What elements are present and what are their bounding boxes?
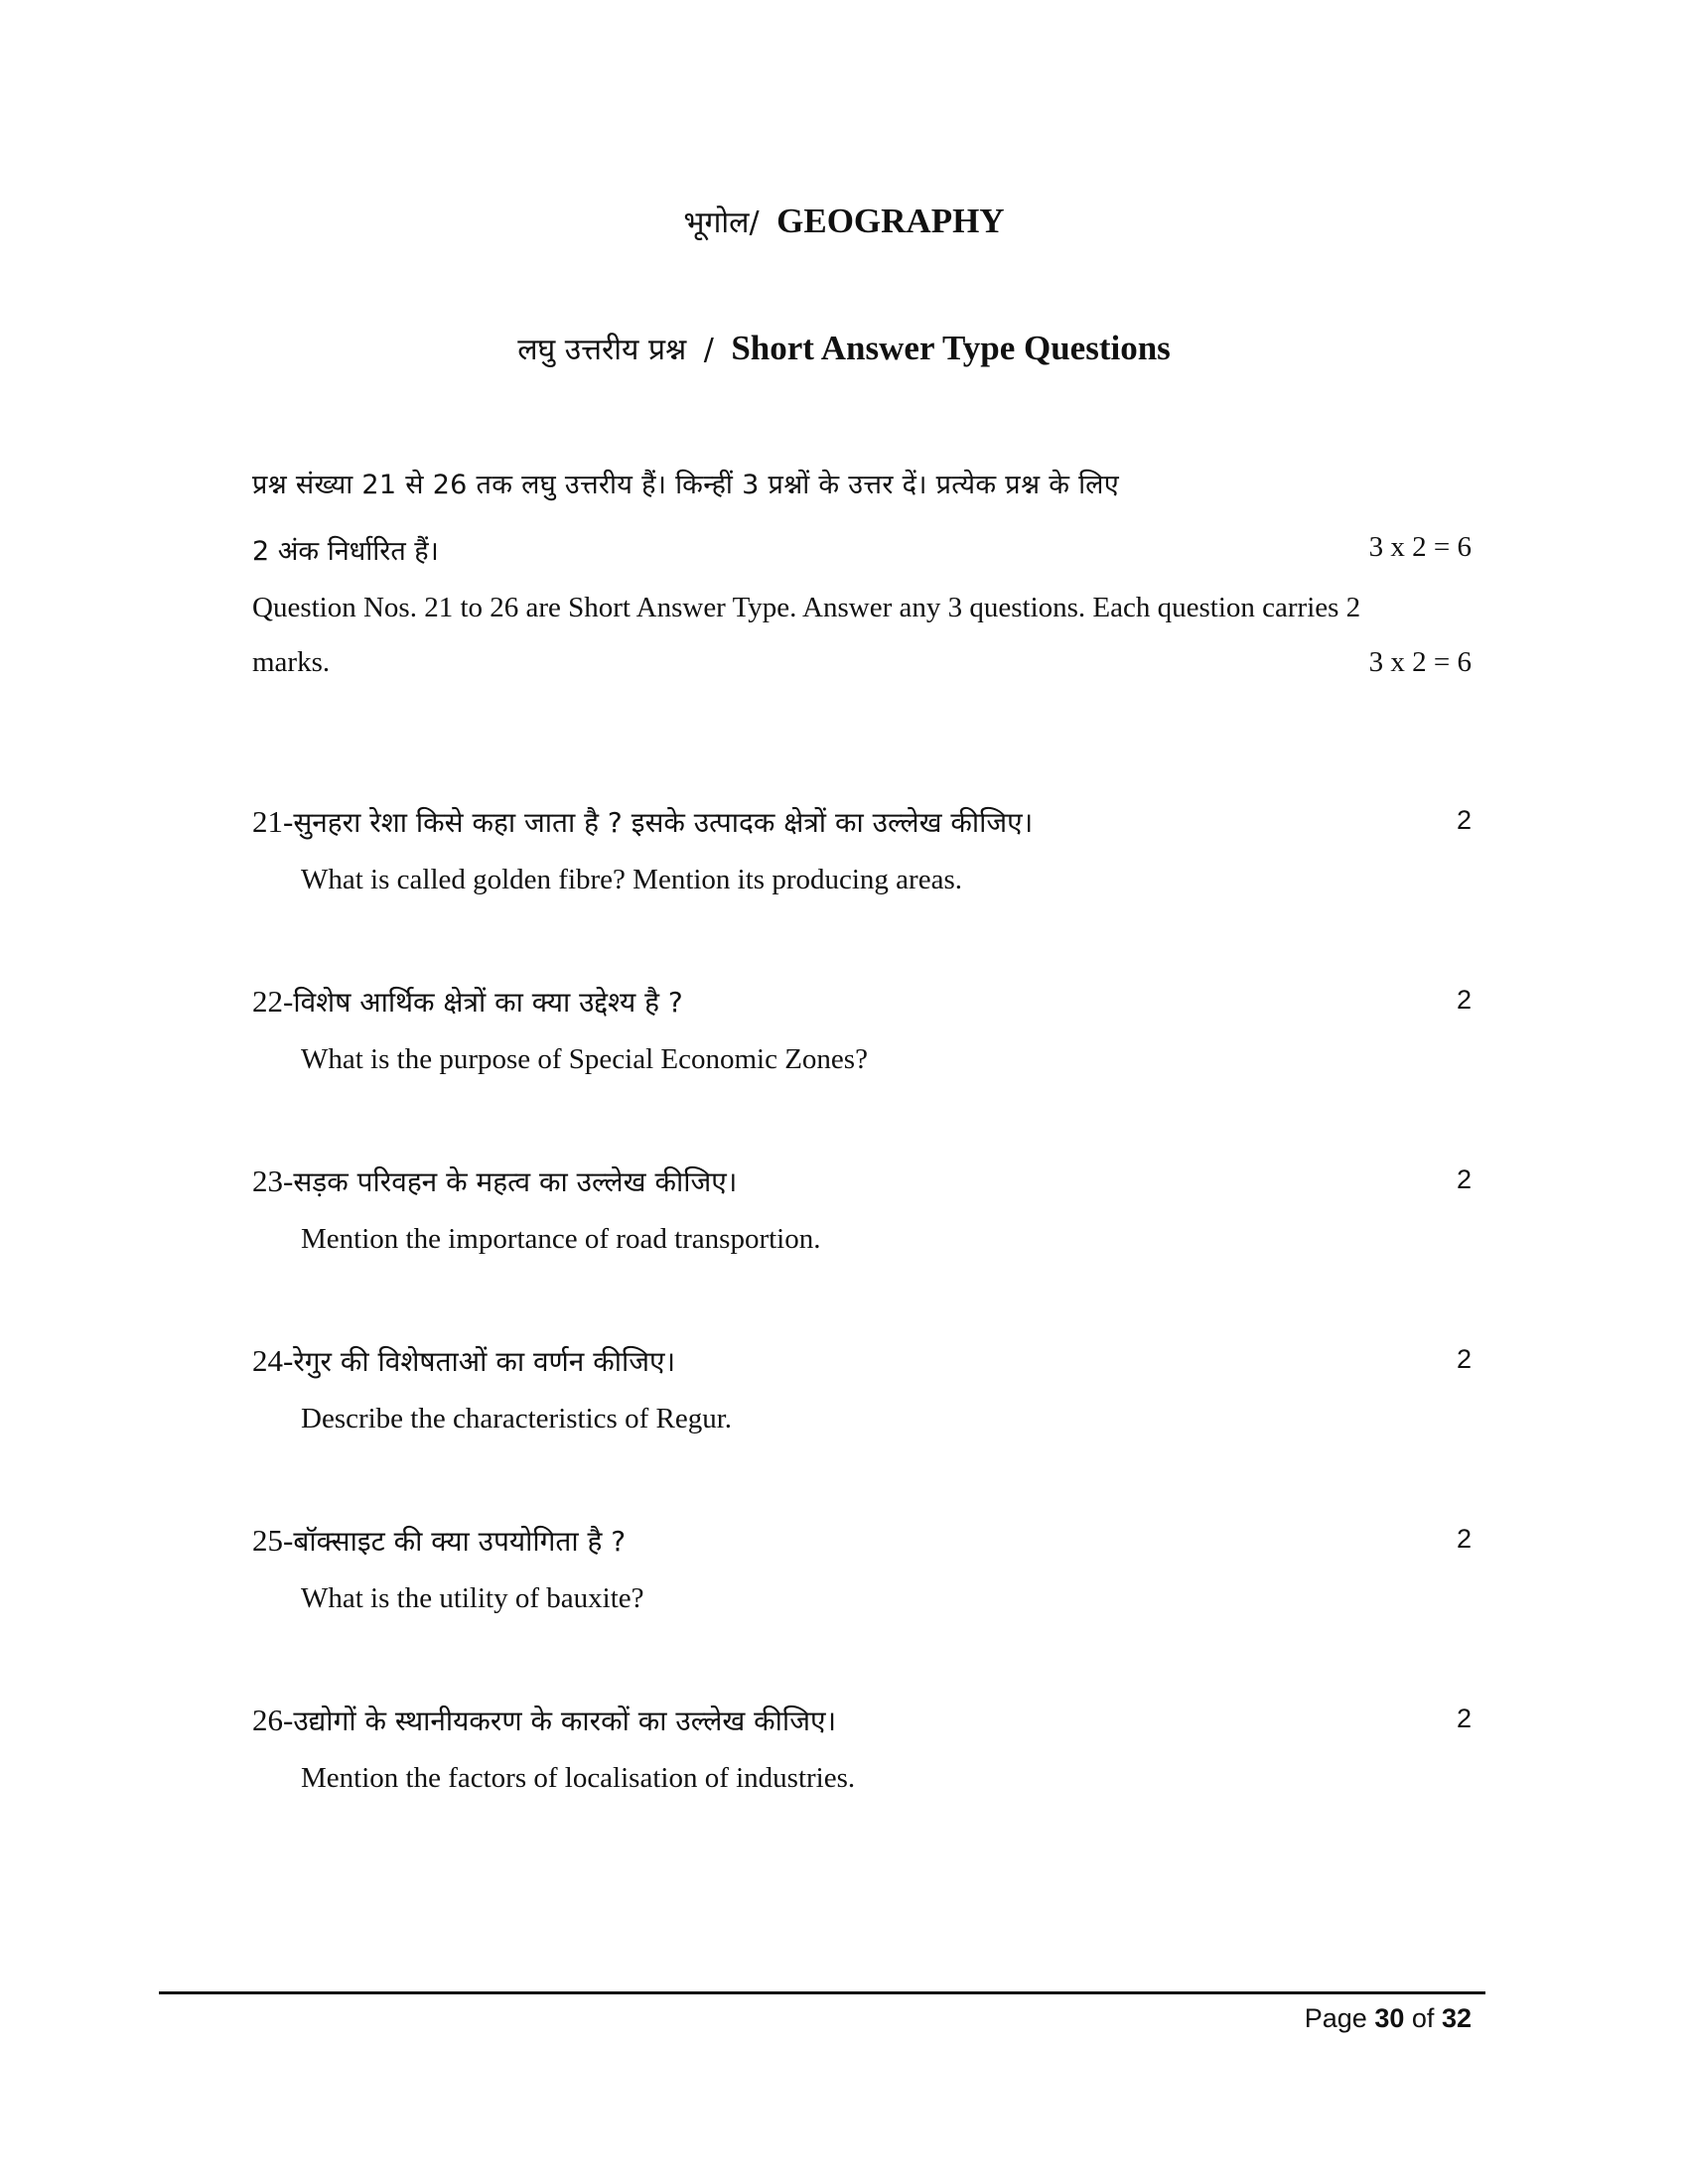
subtitle-hindi: लघु उत्तरीय प्रश्न [517,333,687,367]
title-hindi: भूगोल [683,205,750,240]
question-marks: 2 [1456,1704,1472,1733]
instruction-english-line2 [252,646,1472,679]
question-marks: 2 [1456,805,1472,835]
subtitle-separator: / [703,333,714,367]
question-item [252,1162,1472,1255]
page-current: 30 [1374,2003,1405,2033]
question-hindi: बॉक्साइट की क्या उपयोगिता है ? [293,1525,627,1558]
page-of: of [1411,2003,1435,2033]
section-subtitle [0,328,1688,368]
question-english: Mention the importance of road transportion. [301,1223,821,1255]
instruction-hindi-marks: 3 x 2 = 6 [1368,531,1472,563]
instruction-hindi-line2 [252,531,1472,568]
question-marks: 2 [1456,985,1472,1015]
question-english: Mention the factors of localisation of industries. [301,1762,856,1794]
question-marks: 2 [1456,1164,1472,1194]
instruction-hindi-text: 2 अंक निर्धारित हैं। [252,536,439,567]
title-english: GEOGRAPHY [776,202,1005,240]
page-label: Page [1304,2003,1367,2033]
question-item [252,1702,1472,1794]
instruction-english-line1: Question Nos. 21 to 26 are Short Answer Type. Answer any 3 questions. Each question carries 2 [252,592,1361,623]
question-number: 24- [252,1343,294,1378]
question-marks: 2 [1456,1344,1472,1374]
question-hindi: रेगुर की विशेषताओं का वर्णन कीजिए। [293,1345,676,1378]
question-english: What is called golden fibre? Mention its producing areas. [301,864,962,895]
question-hindi: सुनहरा रेशा किसे कहा जाता है ? इसके उत्पादक क्षेत्रों का उल्लेख कीजिए। [293,806,1034,839]
question-number: 25- [252,1523,294,1558]
question-hindi: विशेष आर्थिक क्षेत्रों का क्या उद्देश्य है ? [293,986,683,1019]
page-total: 32 [1441,2003,1472,2033]
question-item [252,803,1472,895]
instruction-english-text: marks. [252,646,331,678]
question-english: What is the utility of bauxite? [301,1582,644,1614]
subtitle-english: Short Answer Type Questions [731,329,1171,367]
question-item [252,1522,1472,1614]
page-number [1305,2003,1472,2034]
question-item [252,983,1472,1075]
question-hindi: सड़क परिवहन के महत्व का उल्लेख कीजिए। [293,1165,738,1198]
question-hindi: उद्योगों के स्थानीयकरण के कारकों का उल्लेख कीजिए। [293,1705,837,1737]
instruction-english-marks: 3 x 2 = 6 [1368,646,1472,678]
question-number: 23- [252,1163,294,1198]
page-title [0,201,1688,241]
footer-divider [159,1991,1485,1994]
title-separator: / [749,205,760,240]
instruction-hindi-line1: प्रश्न संख्या 21 से 26 तक लघु उत्तरीय हैं। किन्हीं 3 प्रश्नों के उत्तर दें। प्रत्येक प्रश्न के लिए [252,470,1119,500]
question-number: 26- [252,1703,294,1737]
question-number: 22- [252,984,294,1019]
question-marks: 2 [1456,1524,1472,1554]
question-english: Describe the characteristics of Regur. [301,1403,733,1434]
question-item [252,1342,1472,1434]
question-number: 21- [252,804,294,839]
question-english: What is the purpose of Special Economic Zones? [301,1043,868,1075]
